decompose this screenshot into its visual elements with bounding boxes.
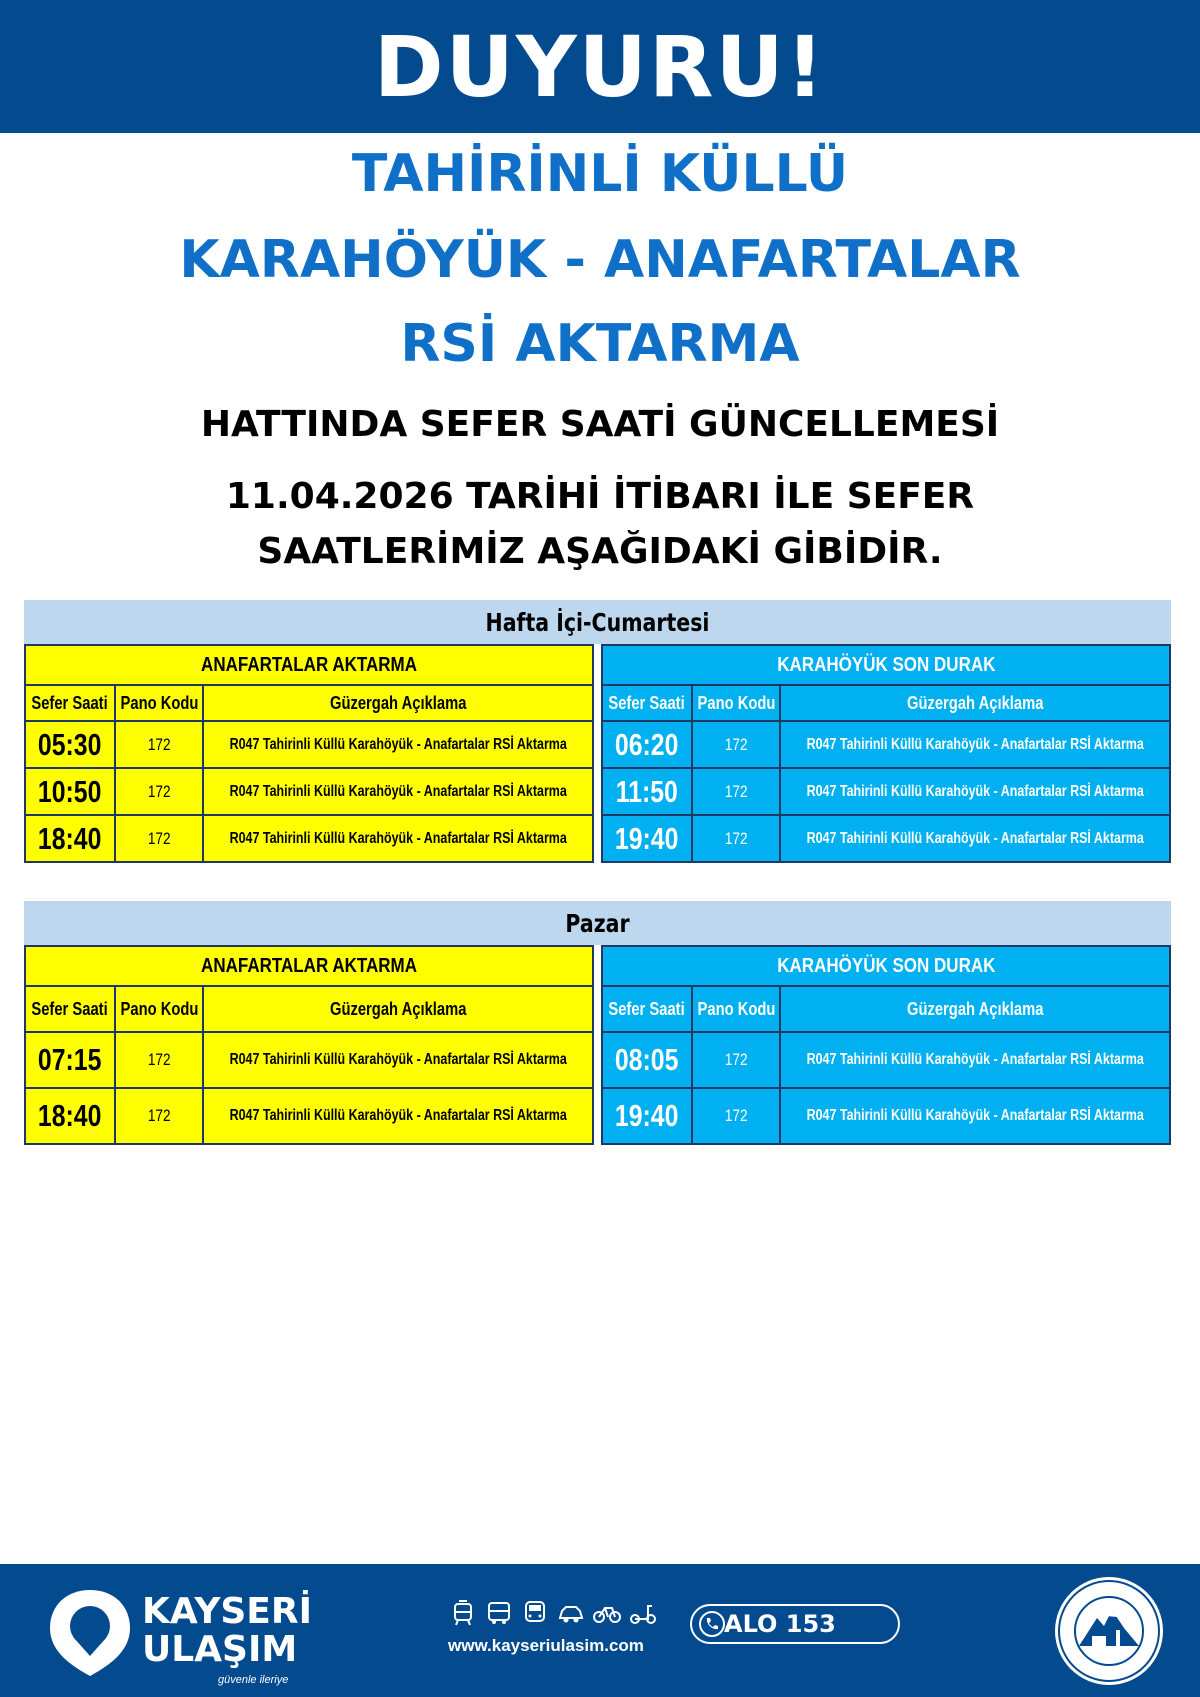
tram-icon: [448, 1600, 478, 1626]
column-header-route: Güzergah Açıklama: [906, 998, 1044, 1019]
departure-time: 06:20: [615, 726, 679, 762]
column-header-code: Pano Kodu: [697, 998, 775, 1019]
column-header-code: Pano Kodu: [697, 692, 775, 713]
headline-line-1: TAHİRİNLİ KÜLLÜ: [351, 144, 849, 204]
route-description: R047 Tahirinli Küllü Karahöyük - Anafartalar RSİ Aktarma: [806, 829, 1144, 847]
board-code: 172: [147, 1050, 171, 1069]
table-row: [26, 769, 592, 816]
departure-time: 07:15: [38, 1042, 102, 1077]
board-code: 172: [147, 828, 171, 848]
route-description: R047 Tahirinli Küllü Karahöyük - Anafartalar RSİ Aktarma: [806, 782, 1144, 800]
sunday-anafartalar-table: [24, 945, 594, 1145]
departure-time: 10:50: [38, 773, 102, 809]
table-row: [26, 1033, 592, 1089]
board-code: 172: [724, 1050, 748, 1069]
table-header-row: [603, 686, 1169, 722]
table-header-row: [26, 987, 592, 1033]
table-row: [603, 816, 1169, 861]
departure-time: 08:05: [615, 1042, 679, 1077]
weekday-karahoyuk-table: [601, 644, 1171, 863]
departure-time: 18:40: [38, 1098, 102, 1133]
departure-time: 19:40: [615, 1098, 679, 1133]
table-header-row: [603, 987, 1169, 1033]
board-code: 172: [147, 781, 171, 801]
hotline-number: ALO 153: [724, 1610, 836, 1638]
kayseri-municipality-seal-icon: [1052, 1574, 1166, 1688]
weekday-schedule-title: Hafta İçi-Cumartesi: [127, 600, 1068, 644]
board-code: 172: [724, 1106, 748, 1125]
phone-icon: [698, 1610, 726, 1638]
board-code: 172: [147, 1106, 171, 1125]
brand-slogan: güvenle ileriye: [218, 1674, 289, 1686]
headline-line-2: KARAHÖYÜK - ANAFARTALAR: [179, 230, 1021, 290]
effective-date-line-2: SAATLERİMİZ AŞAĞIDAKİ GİBİDİR.: [257, 531, 943, 572]
board-code: 172: [147, 734, 171, 754]
table-stop-name: ANAFARTALAR AKTARMA: [201, 653, 417, 676]
table-row: [26, 816, 592, 861]
sunday-schedule-title: Pazar: [127, 901, 1068, 945]
route-description: R047 Tahirinli Küllü Karahöyük - Anafartalar RSİ Aktarma: [229, 1107, 567, 1124]
column-header-time: Sefer Saati: [31, 692, 109, 713]
table-stop-name: ANAFARTALAR AKTARMA: [201, 954, 417, 977]
announcement-banner: [0, 0, 1200, 133]
departure-time: 18:40: [38, 820, 102, 856]
board-code: 172: [724, 734, 748, 754]
car-icon: [556, 1600, 586, 1626]
table-row: [603, 1033, 1169, 1089]
bus-front-icon: [520, 1600, 550, 1626]
website-link[interactable]: www.kayseriulasim.com: [448, 1636, 644, 1655]
kayseri-ulasim-logo-icon: [44, 1584, 136, 1680]
departure-time: 19:40: [615, 820, 679, 856]
table-row: [26, 722, 592, 769]
table-row: [26, 1089, 592, 1143]
column-header-route: Güzergah Açıklama: [329, 692, 467, 713]
column-header-time: Sefer Saati: [608, 998, 686, 1019]
table-stop-name: KARAHÖYÜK SON DURAK: [776, 954, 996, 977]
route-description: R047 Tahirinli Küllü Karahöyük - Anafartalar RSİ Aktarma: [229, 1051, 567, 1068]
board-code: 172: [724, 828, 748, 848]
table-row: [603, 769, 1169, 816]
route-description: R047 Tahirinli Küllü Karahöyük - Anafartalar RSİ Aktarma: [229, 829, 567, 847]
departure-time: 05:30: [38, 726, 102, 762]
table-stop-name: KARAHÖYÜK SON DURAK: [776, 653, 996, 676]
table-row: [603, 1089, 1169, 1143]
route-description: R047 Tahirinli Küllü Karahöyük - Anafartalar RSİ Aktarma: [229, 782, 567, 800]
sunday-karahoyuk-table: [601, 945, 1171, 1145]
weekday-anafartalar-table: [24, 644, 594, 863]
route-description: R047 Tahirinli Küllü Karahöyük - Anafartalar RSİ Aktarma: [806, 1051, 1144, 1068]
board-code: 172: [724, 781, 748, 801]
headline-line-3: RSİ AKTARMA: [400, 314, 800, 374]
brand-name-line-2: ULAŞIM: [142, 1629, 298, 1670]
departure-time: 11:50: [615, 773, 679, 809]
column-header-route: Güzergah Açıklama: [329, 998, 467, 1019]
route-description: R047 Tahirinli Küllü Karahöyük - Anafartalar RSİ Aktarma: [806, 735, 1144, 753]
brand-name-line-1: KAYSERİ: [142, 1591, 313, 1632]
effective-date-line-1: 11.04.2026 TARİHİ İTİBARI İLE SEFER: [225, 476, 975, 517]
column-header-time: Sefer Saati: [608, 692, 686, 713]
hotline-badge: [690, 1604, 900, 1644]
footer-bar: [0, 1564, 1200, 1697]
transport-icons: [448, 1600, 658, 1626]
bicycle-icon: [592, 1600, 622, 1626]
column-header-code: Pano Kodu: [120, 998, 198, 1019]
column-header-time: Sefer Saati: [31, 998, 109, 1019]
scooter-icon: [628, 1600, 658, 1626]
column-header-route: Güzergah Açıklama: [906, 692, 1044, 713]
weekday-schedule: [24, 600, 1171, 863]
table-header-row: [26, 686, 592, 722]
route-description: R047 Tahirinli Küllü Karahöyük - Anafartalar RSİ Aktarma: [806, 1107, 1144, 1124]
bus-icon: [484, 1600, 514, 1626]
route-description: R047 Tahirinli Küllü Karahöyük - Anafartalar RSİ Aktarma: [229, 735, 567, 753]
update-notice: HATTINDA SEFER SAATİ GÜNCELLEMESİ: [200, 404, 1000, 445]
table-row: [603, 722, 1169, 769]
announcement-title: DUYURU!: [373, 17, 827, 116]
sunday-schedule: [24, 901, 1171, 1145]
column-header-code: Pano Kodu: [120, 692, 198, 713]
